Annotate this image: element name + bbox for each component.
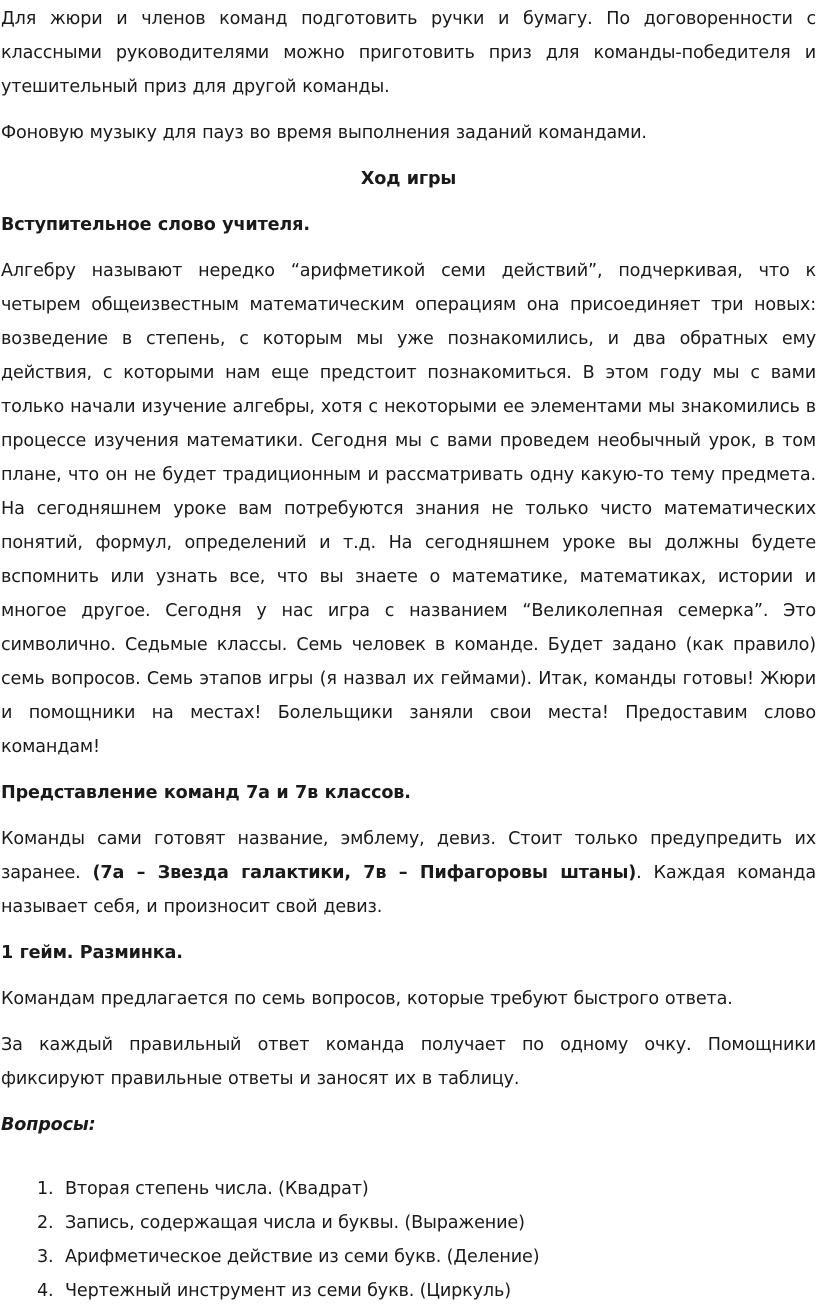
- paragraph-intro-speech: Алгебру называют нередко “арифметикой семи действий”, подчеркивая, что к четырем общеизвестным математическим операциям она присоединяет три новых: возведение в степень, с которым мы уже познакомились, и два обратных ему действия, с которыми нам еще предстоит познакомиться. В этом году мы с вами только начали изучение алгебры, хотя с некоторыми ее элементами мы знакомились в процессе изучения математики. Сегодня мы с вами проведем необычный урок, в том плане, что он не будет традиционным и рассматривать одну какую-то тему предмета. На сегодняшнем уроке вам потребуются знания не только чисто математических понятий, формул, определений и т.д. На сегодняшнем уроке вы должны будете вспомнить или узнать все, что вы знаете о математике, математиках, истории и многое другое. Сегодня у нас игра с названием “Великолепная семерка”. Это символично. Седьмые классы. Семь человек в команде. Будет задано (как правило) семь вопросов. Семь этапов игры (я назвал их геймами). Итак, команды готовы! Жюри и помощники на местах! Болельщики заняли свои места! Предоставим слово командам!: [1, 261, 816, 757]
- list-item: [1, 1240, 816, 1274]
- team-names: (7а – Звезда галактики, 7в – Пифагоровы штаны): [92, 863, 637, 883]
- heading-game-flow: Ход игры: [360, 169, 457, 189]
- list-item: [1, 1274, 816, 1308]
- heading-teacher-intro: Вступительное слово учителя.: [1, 215, 310, 235]
- heading-questions: Вопросы:: [1, 1115, 96, 1135]
- paragraph-music: Фоновую музыку для пауз во время выполнения заданий командами.: [1, 123, 647, 143]
- list-item-text: Запись, содержащая числа и буквы. (Выражение): [65, 1213, 525, 1233]
- paragraph-questions-intro: Командам предлагается по семь вопросов, которые требуют быстрого ответа.: [1, 989, 733, 1009]
- paragraph-team-presentation: [1, 822, 816, 924]
- paragraph-preparation: Для жюри и членов команд подготовить ручки и бумагу. По договоренности с классными руководителями можно приготовить приз для команды-победителя и утешительный приз для другой команды.: [1, 9, 816, 97]
- list-item-text: Арифметическое действие из семи букв. (Деление): [65, 1247, 540, 1267]
- heading-team-presentation: Представление команд 7а и 7в классов.: [1, 783, 411, 803]
- list-item: [1, 1206, 816, 1240]
- list-item-number: 2.: [37, 1213, 54, 1233]
- list-item-number: 3.: [37, 1247, 54, 1267]
- team-text-end: . Каждая команда называет себя, и произносит свой девиз.: [1, 863, 816, 917]
- list-item-number: 1.: [37, 1179, 54, 1199]
- list-item-text: Чертежный инструмент из семи букв. (Циркуль): [65, 1281, 511, 1301]
- list-item: [1, 1172, 816, 1206]
- list-item-number: 4.: [37, 1281, 54, 1301]
- heading-game-1: 1 гейм. Разминка.: [1, 943, 183, 963]
- questions-list: [1, 1172, 816, 1308]
- list-item-text: Вторая степень числа. (Квадрат): [65, 1179, 369, 1199]
- paragraph-scoring: За каждый правильный ответ команда получает по одному очку. Помощники фиксируют правильные ответы и заносят их в таблицу.: [1, 1035, 816, 1089]
- team-text-start: Команды сами готовят название, эмблему, девиз. Стоит только предупредить их заранее.: [1, 829, 816, 883]
